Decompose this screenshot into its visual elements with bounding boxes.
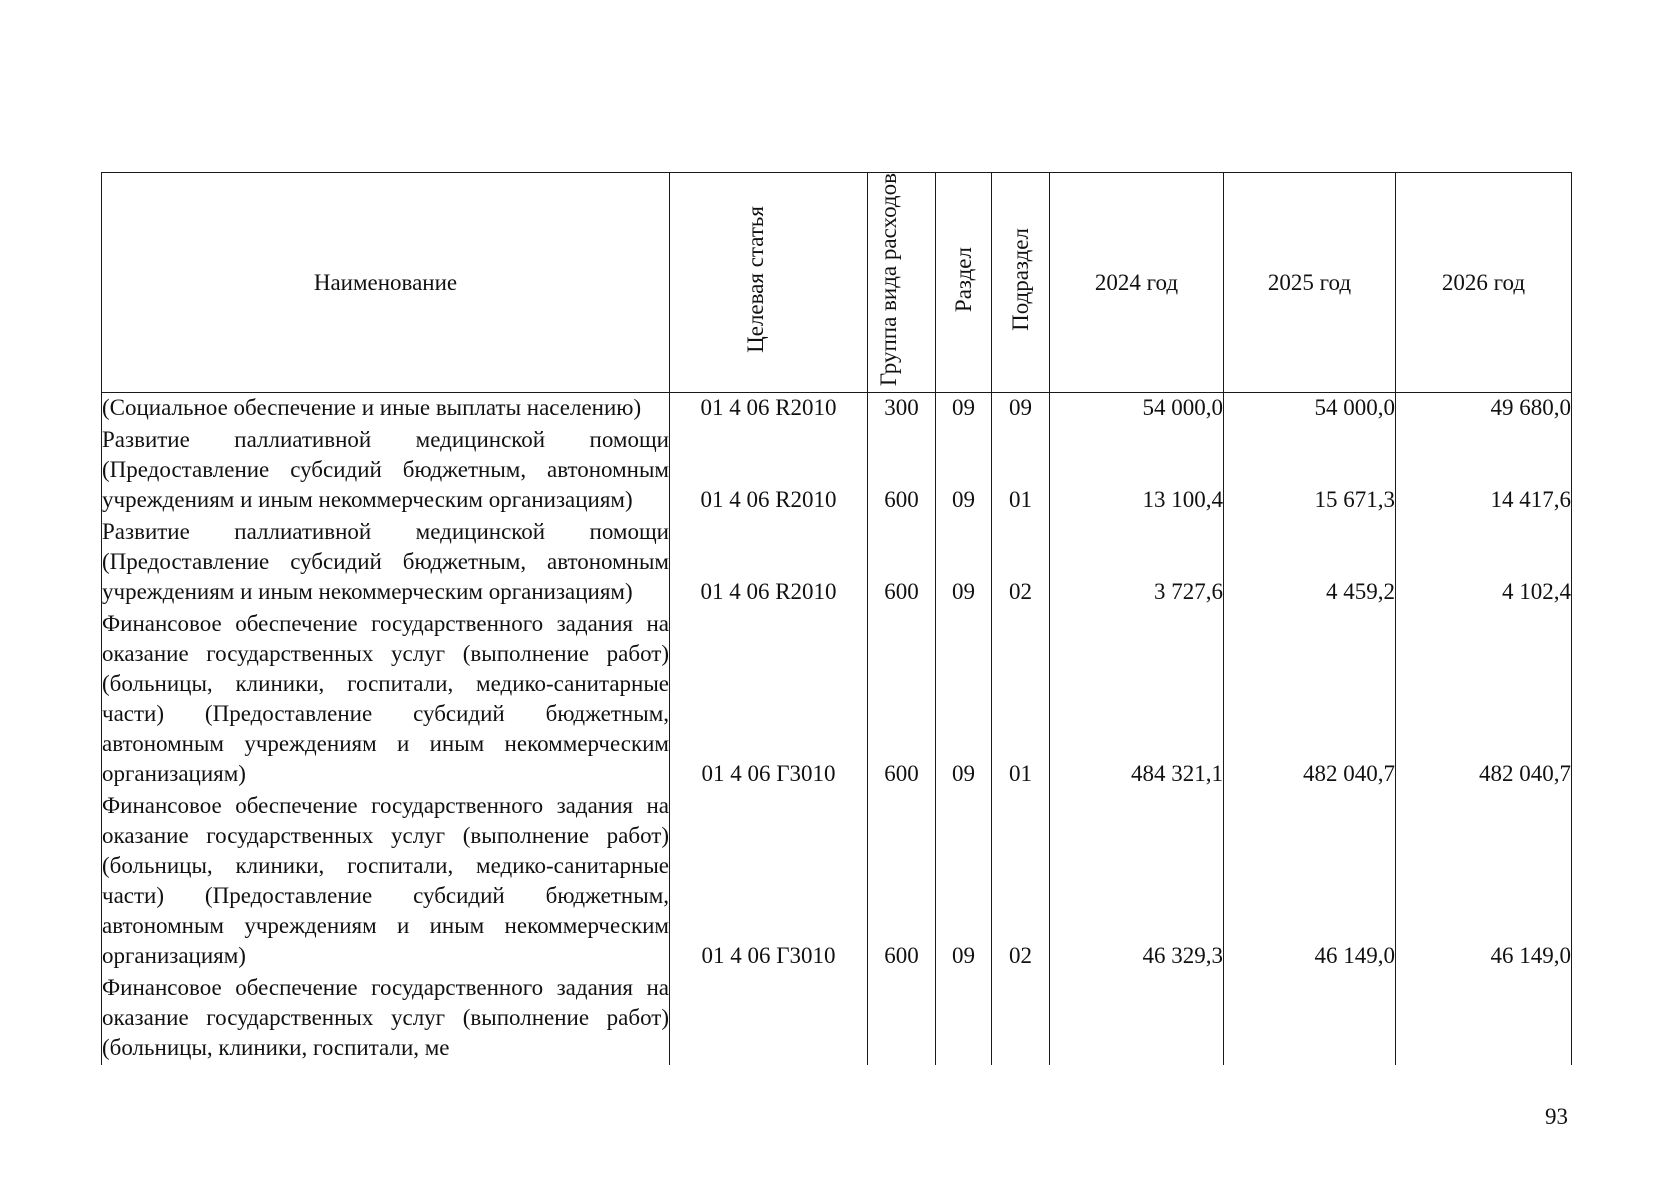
row-subsection: 09 bbox=[992, 393, 1050, 426]
row-name: Финансовое обеспечение государственного задания на оказание государственных услуг (выполнение работ) (больницы, клиники, госпитали, медико-санитарные части) (Предоставление субсидий бюджетным, автономным учреждениям и иным некоммерческим организациям) bbox=[102, 791, 670, 973]
header-name bbox=[102, 173, 670, 393]
row-2024: 46 329,3 bbox=[1050, 791, 1224, 973]
table-body bbox=[102, 393, 1572, 1066]
row-target-article: 01 4 06 Г3010 bbox=[670, 791, 868, 973]
row-2026 bbox=[1396, 973, 1572, 1065]
header-2025-text: 2025 год bbox=[1267, 269, 1352, 295]
row-expense-group: 600 bbox=[868, 517, 936, 609]
row-expense-group: 600 bbox=[868, 425, 936, 517]
row-name: Развитие паллиативной медицинской помощи (Предоставление субсидий бюджетным, автономным учреждениям и иным некоммерческим организациям) bbox=[102, 517, 670, 609]
row-2026: 49 680,0 bbox=[1396, 393, 1572, 426]
header-2026 bbox=[1396, 173, 1572, 393]
row-2026: 4 102,4 bbox=[1396, 517, 1572, 609]
row-2024 bbox=[1050, 973, 1224, 1065]
row-subsection: 02 bbox=[992, 791, 1050, 973]
table-row bbox=[102, 609, 1572, 791]
header-name-text: Наименование bbox=[313, 269, 458, 295]
row-2025: 15 671,3 bbox=[1224, 425, 1396, 517]
header-target-article-text: Целевая статья bbox=[742, 206, 768, 353]
row-2025: 46 149,0 bbox=[1224, 791, 1396, 973]
row-target-article: 01 4 06 Г3010 bbox=[670, 609, 868, 791]
header-expense-group bbox=[868, 173, 936, 393]
row-subsection: 01 bbox=[992, 425, 1050, 517]
header-subsection-text: Подраздел bbox=[1007, 228, 1033, 331]
row-name: (Социальное обеспечение и иные выплаты населению) bbox=[102, 393, 670, 426]
header-target-article bbox=[670, 173, 868, 393]
header-section bbox=[936, 173, 992, 393]
table-header bbox=[102, 173, 1572, 393]
row-section: 09 bbox=[936, 791, 992, 973]
row-2025: 54 000,0 bbox=[1224, 393, 1396, 426]
header-expense-group-text: Группа вида расходов bbox=[875, 173, 901, 387]
budget-table bbox=[101, 172, 1572, 1065]
row-section: 09 bbox=[936, 517, 992, 609]
table-row bbox=[102, 517, 1572, 609]
row-name: Развитие паллиативной медицинской помощи (Предоставление субсидий бюджетным, автономным учреждениям и иным некоммерческим организациям) bbox=[102, 425, 670, 517]
header-2024 bbox=[1050, 173, 1224, 393]
row-section bbox=[936, 973, 992, 1065]
table-row bbox=[102, 791, 1572, 973]
header-section-text: Раздел bbox=[950, 247, 976, 313]
row-2026: 46 149,0 bbox=[1396, 791, 1572, 973]
header-2024-text: 2024 год bbox=[1094, 269, 1179, 295]
row-name: Финансовое обеспечение государственного задания на оказание государственных услуг (выполнение работ) (больницы, клиники, госпитали, ме bbox=[102, 973, 670, 1065]
table-row bbox=[102, 973, 1572, 1065]
row-2026: 482 040,7 bbox=[1396, 609, 1572, 791]
row-target-article: 01 4 06 R2010 bbox=[670, 425, 868, 517]
header-2025 bbox=[1224, 173, 1396, 393]
row-2024: 54 000,0 bbox=[1050, 393, 1224, 426]
row-expense-group: 600 bbox=[868, 609, 936, 791]
row-name: Финансовое обеспечение государственного задания на оказание государственных услуг (выполнение работ) (больницы, клиники, госпитали, медико-санитарные части) (Предоставление субсидий бюджетным, автономным учреждениям и иным некоммерческим организациям) bbox=[102, 609, 670, 791]
row-target-article: 01 4 06 R2010 bbox=[670, 393, 868, 426]
row-2025: 4 459,2 bbox=[1224, 517, 1396, 609]
row-target-article: 01 4 06 R2010 bbox=[670, 517, 868, 609]
table-row bbox=[102, 393, 1572, 426]
row-expense-group: 600 bbox=[868, 791, 936, 973]
row-expense-group bbox=[868, 973, 936, 1065]
row-2024: 484 321,1 bbox=[1050, 609, 1224, 791]
row-subsection: 01 bbox=[992, 609, 1050, 791]
page-number: 93 bbox=[1545, 1104, 1568, 1129]
table-row bbox=[102, 425, 1572, 517]
row-2024: 3 727,6 bbox=[1050, 517, 1224, 609]
row-2024: 13 100,4 bbox=[1050, 425, 1224, 517]
row-2026: 14 417,6 bbox=[1396, 425, 1572, 517]
row-2025: 482 040,7 bbox=[1224, 609, 1396, 791]
row-target-article bbox=[670, 973, 868, 1065]
row-expense-group: 300 bbox=[868, 393, 936, 426]
header-subsection bbox=[992, 173, 1050, 393]
row-section: 09 bbox=[936, 609, 992, 791]
row-subsection: 02 bbox=[992, 517, 1050, 609]
row-2025 bbox=[1224, 973, 1396, 1065]
row-subsection bbox=[992, 973, 1050, 1065]
header-row bbox=[102, 173, 1572, 393]
header-2026-text: 2026 год bbox=[1441, 269, 1526, 295]
row-section: 09 bbox=[936, 393, 992, 426]
row-section: 09 bbox=[936, 425, 992, 517]
